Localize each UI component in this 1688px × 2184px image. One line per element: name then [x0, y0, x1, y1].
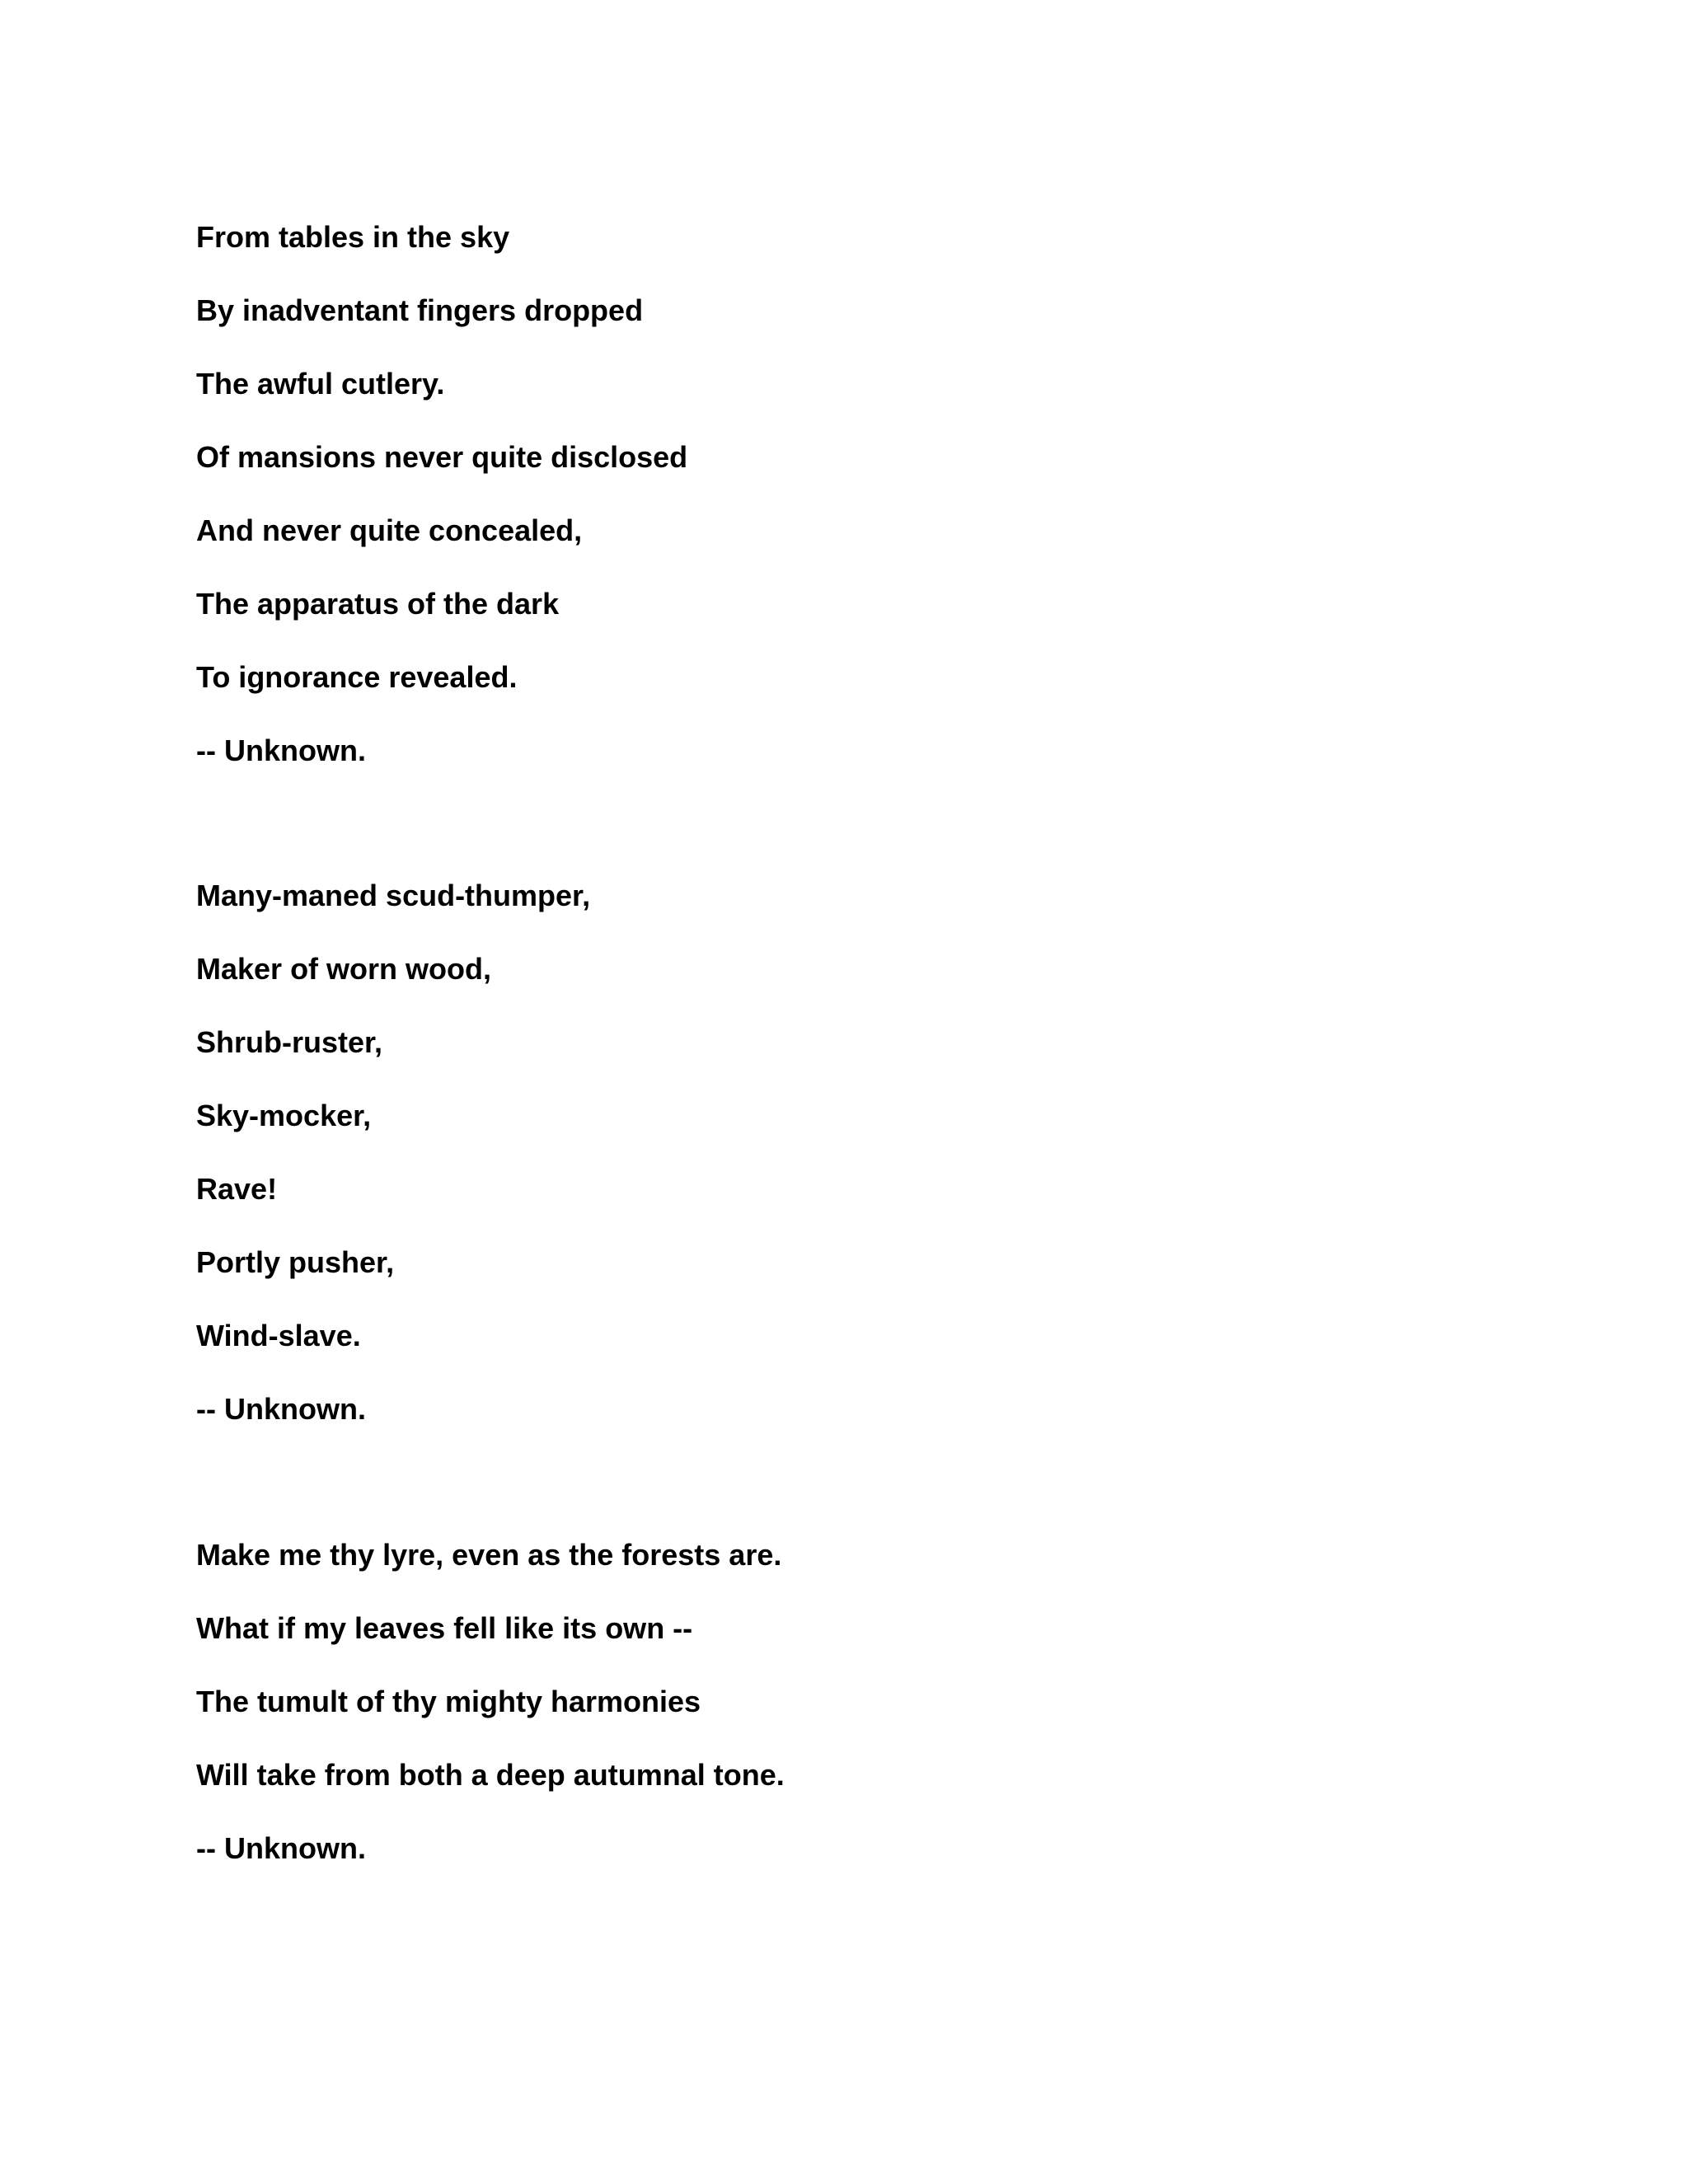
poem-line: Maker of worn wood, [196, 952, 492, 987]
poem-line: Wind-slave. [196, 1319, 361, 1353]
poem-line: Shrub-ruster, [196, 1025, 383, 1060]
poem-line: From tables in the sky [196, 220, 510, 255]
poem-line: Many-maned scud-thumper, [196, 879, 591, 913]
poem-line: Will take from both a deep autumnal tone. [196, 1758, 785, 1793]
poem-1 [196, 199, 1432, 785]
poem-2 [196, 857, 1432, 1444]
poem-line: Sky-mocker, [196, 1099, 372, 1133]
poem-attribution: -- Unknown. [196, 1831, 366, 1866]
poem-line: Make me thy lyre, even as the forests are. [196, 1538, 782, 1572]
poem-line: Portly pusher, [196, 1245, 395, 1280]
poem-line: What if my leaves fell like its own -- [196, 1611, 693, 1646]
poem-line: The tumult of thy mighty harmonies [196, 1685, 701, 1719]
poem-line: The awful cutlery. [196, 367, 445, 401]
poem-attribution: -- Unknown. [196, 1392, 366, 1427]
poem-3 [196, 1516, 1432, 1883]
poem-line: To ignorance revealed. [196, 660, 518, 695]
poem-line: The apparatus of the dark [196, 587, 560, 621]
poem-attribution: -- Unknown. [196, 733, 366, 768]
poem-line: Of mansions never quite disclosed [196, 440, 688, 475]
poem-line: Rave! [196, 1172, 278, 1207]
poem-line: By inadventant fingers dropped [196, 293, 644, 328]
poem-line: And never quite concealed, [196, 513, 583, 548]
